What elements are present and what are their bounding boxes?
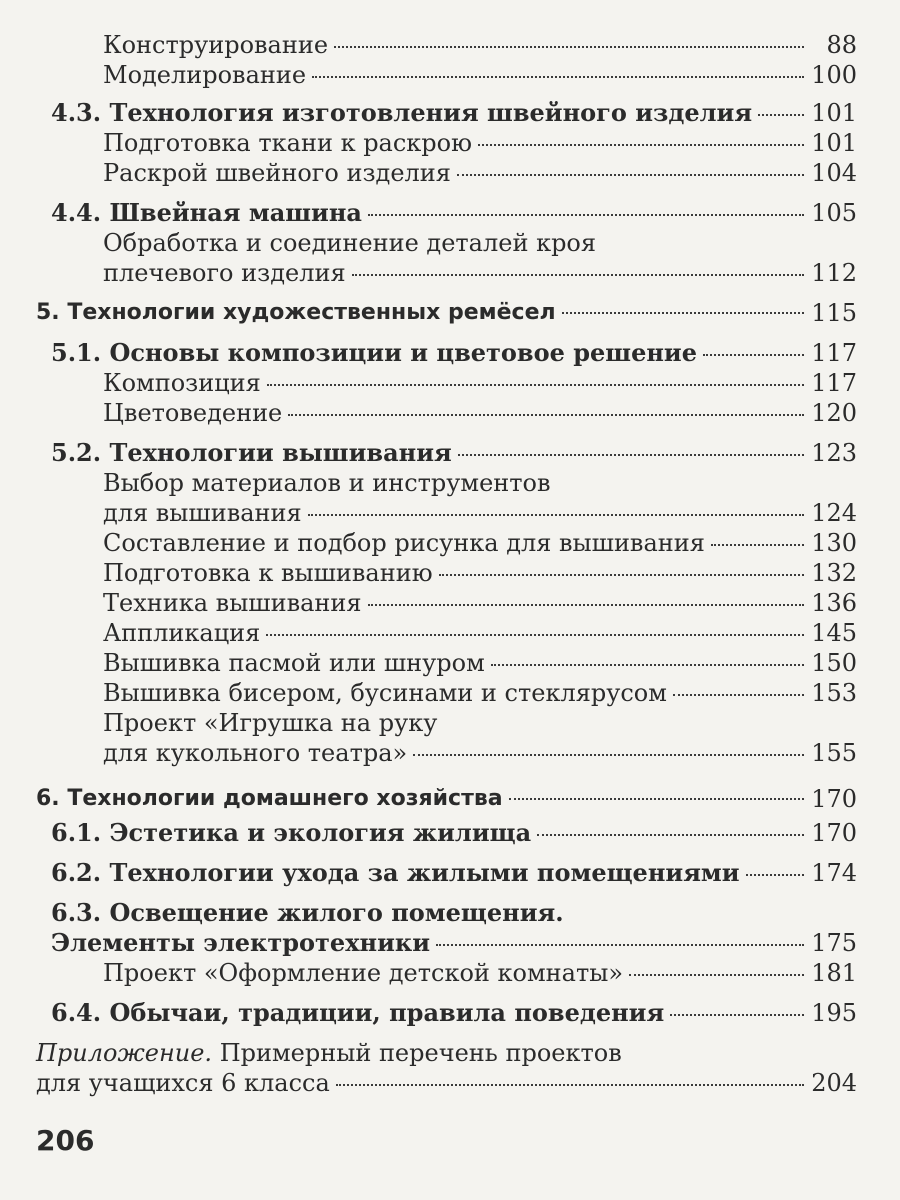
toc-entry-title: Проект «Игрушка на руку bbox=[103, 709, 438, 737]
dot-leader bbox=[458, 454, 804, 456]
toc-page-number: 174 bbox=[811, 859, 857, 887]
toc-entry-line bbox=[103, 678, 810, 708]
toc-entry-title: Эстетика и экология жилища bbox=[109, 818, 532, 847]
dot-leader bbox=[267, 384, 804, 386]
dot-leader bbox=[352, 274, 804, 276]
toc-entry-line bbox=[36, 298, 810, 328]
dot-leader bbox=[509, 798, 804, 800]
section-number: 4.4. bbox=[51, 198, 110, 227]
dot-leader bbox=[334, 46, 804, 48]
toc-entry-line bbox=[103, 60, 810, 90]
toc-page-number: 104 bbox=[811, 159, 857, 187]
toc-entry-title: Проект «Оформление детской комнаты» bbox=[103, 959, 624, 987]
toc-page-number: 136 bbox=[811, 589, 857, 617]
section-number: 6.2. bbox=[51, 858, 110, 887]
section-number: 4.3. bbox=[51, 98, 110, 127]
toc-page-number: 117 bbox=[811, 369, 857, 397]
dot-leader bbox=[629, 974, 804, 976]
toc-entry-line bbox=[51, 198, 810, 228]
toc-entry-title: Цветоведение bbox=[103, 399, 283, 427]
appendix-prefix: Приложение. bbox=[36, 1039, 213, 1067]
toc-entry-title: 6. Технологии домашнего хозяйства bbox=[36, 786, 503, 811]
toc-entry-title: Освещение жилого помещения. bbox=[109, 898, 564, 927]
toc-entry-title: Раскрой швейного изделия bbox=[103, 159, 451, 187]
toc-page-number: 123 bbox=[811, 439, 857, 467]
toc-entry-title: Технологии вышивания bbox=[109, 438, 452, 467]
toc-entry-title: Вышивка пасмой или шнуром bbox=[103, 649, 485, 677]
toc-entry-line bbox=[51, 98, 810, 128]
dot-leader bbox=[703, 354, 804, 356]
dot-leader bbox=[457, 174, 804, 176]
toc-entry-title: Подготовка ткани к раскрою bbox=[103, 129, 473, 157]
toc-entry-line bbox=[36, 784, 810, 814]
toc-entry-line bbox=[103, 708, 810, 738]
toc-entry-title: Техника вышивания bbox=[103, 589, 362, 617]
toc-entry-line bbox=[51, 998, 810, 1028]
toc-entry-title: Примерный перечень проектов bbox=[212, 1039, 622, 1067]
toc-entry-title: Элементы электротехники bbox=[51, 928, 430, 957]
toc-entry-line bbox=[103, 30, 810, 60]
toc-entry-title: для учащихся 6 класса bbox=[36, 1069, 330, 1097]
dot-leader bbox=[436, 944, 804, 946]
dot-leader bbox=[266, 634, 804, 636]
toc-page-number: 145 bbox=[811, 619, 857, 647]
dot-leader bbox=[537, 834, 804, 836]
toc-page-number: 130 bbox=[811, 529, 857, 557]
toc-page-number: 204 bbox=[811, 1069, 857, 1097]
dot-leader bbox=[312, 76, 804, 78]
toc-entry-title: Швейная машина bbox=[109, 198, 362, 227]
toc-entry-line bbox=[103, 588, 810, 618]
dot-leader bbox=[711, 544, 804, 546]
toc-entry-line bbox=[103, 258, 810, 288]
toc-entry-title: Композиция bbox=[103, 369, 261, 397]
toc-entry-title: Основы композиции и цветовое решение bbox=[109, 338, 697, 367]
toc-entry-line bbox=[103, 958, 810, 988]
toc-entry-line bbox=[51, 818, 810, 848]
toc-entry-line bbox=[103, 648, 810, 678]
toc-entry-line bbox=[103, 158, 810, 188]
toc-entry-line bbox=[103, 468, 810, 498]
toc-page-number: 181 bbox=[811, 959, 857, 987]
toc-entry-line bbox=[103, 558, 810, 588]
toc-entry-title: Технологии ухода за жилыми помещениями bbox=[109, 858, 740, 887]
toc-entry-title: плечевого изделия bbox=[103, 259, 346, 287]
toc-page-number: 153 bbox=[811, 679, 857, 707]
dot-leader bbox=[368, 214, 804, 216]
dot-leader bbox=[368, 604, 804, 606]
dot-leader bbox=[562, 312, 804, 314]
toc-entry-line bbox=[103, 528, 810, 558]
toc-entry-title: 5. Технологии художественных ремёсел bbox=[36, 300, 556, 325]
section-number: 5.1. bbox=[51, 338, 110, 367]
toc-entry-title: Аппликация bbox=[103, 619, 261, 647]
toc-entry-title: Вышивка бисером, бусинами и стеклярусом bbox=[103, 679, 667, 707]
dot-leader bbox=[478, 144, 804, 146]
dot-leader bbox=[336, 1084, 804, 1086]
toc-page-number: 195 bbox=[811, 999, 857, 1027]
dot-leader bbox=[758, 114, 804, 116]
toc-entry-title: Моделирование bbox=[103, 61, 307, 89]
toc-entry-title: Выбор материалов и инструментов bbox=[103, 469, 551, 497]
toc-page-number: 170 bbox=[811, 785, 857, 813]
toc-entry-title: для вышивания bbox=[103, 499, 302, 527]
section-number: 6.3. bbox=[51, 898, 110, 927]
toc-entry-line bbox=[103, 738, 810, 768]
toc-entry-line bbox=[51, 858, 810, 888]
toc-entry-line bbox=[36, 1038, 810, 1068]
dot-leader bbox=[673, 694, 804, 696]
toc-page-number: 124 bbox=[811, 499, 857, 527]
toc-entry-line bbox=[51, 438, 810, 468]
toc-entry-line bbox=[51, 338, 810, 368]
toc-page-number: 101 bbox=[811, 129, 857, 157]
toc-page-number: 105 bbox=[811, 199, 857, 227]
dot-leader bbox=[288, 414, 804, 416]
toc-entry-line bbox=[103, 368, 810, 398]
toc-entry-title: Подготовка к вышиванию bbox=[103, 559, 433, 587]
section-number: 6.4. bbox=[51, 998, 110, 1027]
page-number: 206 bbox=[36, 1124, 95, 1157]
toc-entry-title: для кукольного театра» bbox=[103, 739, 408, 767]
toc-page-number: 117 bbox=[811, 339, 857, 367]
toc-entry-title: Обработка и соединение деталей кроя bbox=[103, 229, 597, 257]
dot-leader bbox=[308, 514, 804, 516]
toc-entry-line bbox=[103, 618, 810, 648]
toc-page-number: 112 bbox=[811, 259, 857, 287]
toc-entry-line bbox=[103, 128, 810, 158]
toc-entry-line bbox=[103, 228, 810, 258]
toc-page-number: 175 bbox=[811, 929, 857, 957]
toc-page-number: 101 bbox=[811, 99, 857, 127]
section-number: 6.1. bbox=[51, 818, 110, 847]
toc-entry-title: Обычаи, традиции, правила поведения bbox=[109, 998, 665, 1027]
toc-entry-line bbox=[103, 398, 810, 428]
toc-entry-line bbox=[51, 928, 810, 958]
toc-entry-title: Технология изготовления швейного изделия bbox=[109, 98, 753, 127]
toc-entry-line bbox=[51, 898, 810, 928]
toc-entry-line bbox=[36, 1068, 810, 1098]
dot-leader bbox=[670, 1014, 804, 1016]
toc-page-number: 115 bbox=[811, 299, 857, 327]
toc-page-number: 120 bbox=[811, 399, 857, 427]
dot-leader bbox=[491, 664, 804, 666]
dot-leader bbox=[439, 574, 804, 576]
toc-page-number: 170 bbox=[811, 819, 857, 847]
dot-leader bbox=[413, 754, 804, 756]
section-number: 5.2. bbox=[51, 438, 110, 467]
toc-entry-line bbox=[103, 498, 810, 528]
toc-page-number: 100 bbox=[811, 61, 857, 89]
toc-page-number: 155 bbox=[811, 739, 857, 767]
toc-page-number: 132 bbox=[811, 559, 857, 587]
toc-page-number: 88 bbox=[826, 31, 857, 59]
toc-page-number: 150 bbox=[811, 649, 857, 677]
dot-leader bbox=[746, 874, 804, 876]
toc-entry-title: Конструирование bbox=[103, 31, 329, 59]
toc-entry-title: Составление и подбор рисунка для вышивания bbox=[103, 529, 705, 557]
